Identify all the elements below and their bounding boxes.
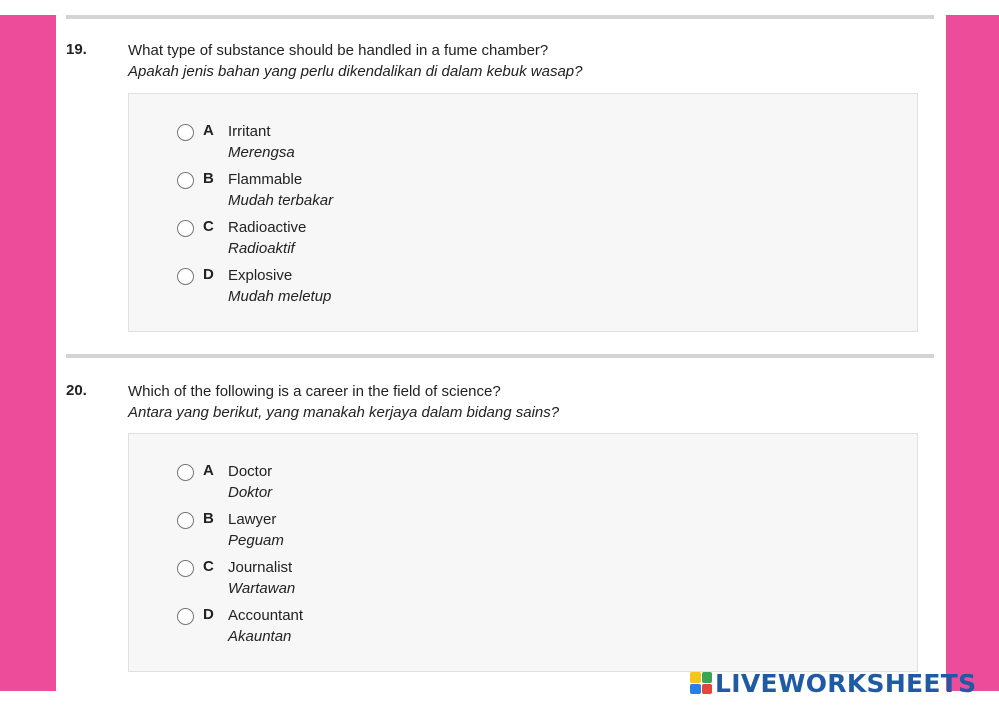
question-20-number: 20. bbox=[66, 382, 87, 399]
q20-option-b[interactable] bbox=[177, 508, 577, 552]
question-20-options-box bbox=[128, 433, 918, 672]
q19-option-c[interactable] bbox=[177, 216, 577, 260]
question-19-text-ms: Apakah jenis bahan yang perlu dikendalikan di dalam kebuk wasap? bbox=[128, 63, 583, 80]
liveworksheets-brand[interactable] bbox=[690, 668, 976, 698]
option-text-en: Accountant bbox=[228, 607, 304, 624]
question-20-text-en: Which of the following is a career in the field of science? bbox=[128, 383, 501, 400]
option-text-ms: Mudah meletup bbox=[228, 288, 332, 305]
option-letter: C bbox=[203, 218, 214, 235]
option-letter: B bbox=[203, 510, 214, 527]
option-text-ms: Mudah terbakar bbox=[228, 192, 334, 209]
option-letter: A bbox=[203, 462, 214, 479]
option-text-en: Journalist bbox=[228, 559, 293, 576]
question-19-text-en: What type of substance should be handled in a fume chamber? bbox=[128, 42, 549, 59]
option-text-en: Doctor bbox=[228, 463, 273, 480]
option-text bbox=[228, 461, 272, 503]
radio-button[interactable] bbox=[177, 268, 194, 285]
option-text-en: Irritant bbox=[228, 123, 271, 140]
left-pink-border bbox=[0, 15, 56, 691]
option-text bbox=[228, 509, 284, 551]
q20-option-a[interactable] bbox=[177, 460, 577, 504]
option-letter: D bbox=[203, 606, 214, 623]
q19-option-b[interactable] bbox=[177, 168, 577, 212]
option-letter: B bbox=[203, 170, 214, 187]
question-20-text bbox=[128, 381, 559, 423]
right-pink-border bbox=[946, 15, 999, 691]
option-text-ms: Akauntan bbox=[228, 628, 292, 645]
option-text bbox=[228, 169, 333, 211]
question-19-options-box bbox=[128, 93, 918, 332]
option-text-ms: Wartawan bbox=[228, 580, 296, 597]
option-text-en: Flammable bbox=[228, 171, 303, 188]
option-letter: C bbox=[203, 558, 214, 575]
question-20-text-ms: Antara yang berikut, yang manakah kerjaya dalam bidang sains? bbox=[128, 404, 560, 421]
brand-name: LIVEWORKSHEETS bbox=[715, 668, 977, 698]
q19-option-a[interactable] bbox=[177, 120, 577, 164]
option-text bbox=[228, 557, 295, 599]
radio-button[interactable] bbox=[177, 464, 194, 481]
question-19-text bbox=[128, 40, 582, 82]
worksheet-page bbox=[56, 0, 946, 706]
option-letter: A bbox=[203, 122, 214, 139]
option-text bbox=[228, 121, 295, 163]
option-text-ms: Radioaktif bbox=[228, 240, 295, 257]
radio-button[interactable] bbox=[177, 512, 194, 529]
option-text-ms: Peguam bbox=[228, 532, 284, 549]
option-text bbox=[228, 265, 331, 307]
option-text bbox=[228, 217, 306, 259]
radio-button[interactable] bbox=[177, 560, 194, 577]
radio-button[interactable] bbox=[177, 124, 194, 141]
divider-top bbox=[66, 15, 934, 19]
option-text-en: Lawyer bbox=[228, 511, 277, 528]
q19-option-d[interactable] bbox=[177, 264, 577, 308]
radio-button[interactable] bbox=[177, 172, 194, 189]
option-letter: D bbox=[203, 266, 214, 283]
divider-middle bbox=[66, 354, 934, 358]
option-text-en: Radioactive bbox=[228, 219, 307, 236]
option-text-en: Explosive bbox=[228, 267, 293, 284]
option-text-ms: Merengsa bbox=[228, 144, 295, 161]
q20-option-d[interactable] bbox=[177, 604, 577, 648]
radio-button[interactable] bbox=[177, 220, 194, 237]
q20-option-c[interactable] bbox=[177, 556, 577, 600]
radio-button[interactable] bbox=[177, 608, 194, 625]
option-text-ms: Doktor bbox=[228, 484, 273, 501]
liveworksheets-logo-icon bbox=[690, 672, 712, 694]
question-19-number: 19. bbox=[66, 41, 87, 58]
option-text bbox=[228, 605, 303, 647]
